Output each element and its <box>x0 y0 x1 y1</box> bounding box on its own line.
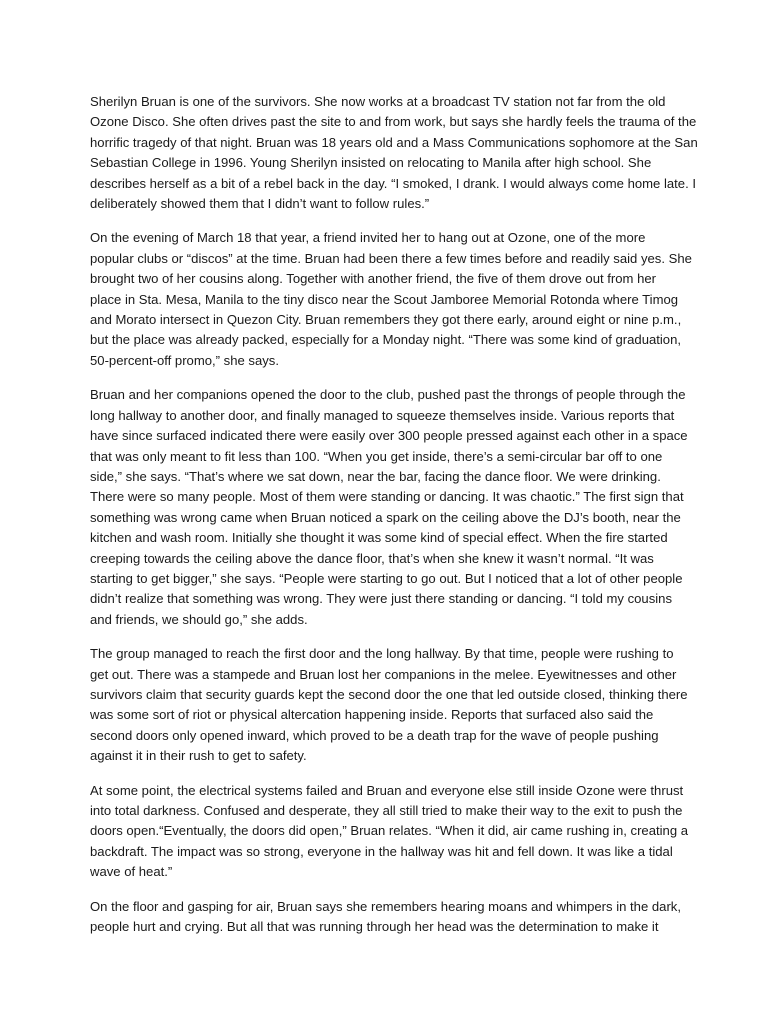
text-line: into total darkness. Confused and desperate, they all still tried to make their way to the exit to push the <box>90 803 683 818</box>
text-line: but the place was already packed, especially for a Monday night. “There was some kind of graduation, <box>90 332 682 348</box>
text-line: wave of heat.” <box>90 864 173 880</box>
text-line: backdraft. The impact was so strong, everyone in the hallway was hit and fell down. It was like a tidal <box>90 843 673 859</box>
text-line: get out. There was a stampede and Bruan lost her companions in the melee. Eyewitnesses and other <box>90 666 677 682</box>
text-line: kitchen and wash room. Initially she thought it was some kind of special effect. When the fire started <box>90 530 668 546</box>
text-line: survivors claim that security guards kept the second door the one that led outside closed, thinking there <box>90 686 688 702</box>
article-paragraph <box>90 897 688 938</box>
text-line: horrific tragedy of that night. Bruan was 18 years old and a Mass Communications sophomore at the San <box>90 134 698 150</box>
article-paragraph <box>90 385 688 630</box>
text-line: describes herself as a bit of a rebel back in the day. “I smoked, I drank. I would always come home late. I <box>90 175 697 191</box>
article-paragraph <box>90 228 692 371</box>
text-line: The group managed to reach the first door and the long hallway. By that time, people were rushing to <box>90 646 674 662</box>
text-line: starting to get bigger,” she says. “People were starting to go out. But I noticed that a lot of other people <box>90 570 683 586</box>
text-line: At some point, the electrical systems failed and Bruan and everyone else still inside Ozone were thrust <box>90 782 684 798</box>
text-line: second doors only opened inward, which proved to be a death trap for the wave of people pushing <box>90 727 659 743</box>
text-line: have since surfaced indicated there were easily over 300 people pressed against each other in a space <box>90 428 688 444</box>
text-line: long hallway to another door, and finally managed to squeeze themselves inside. Various reports that <box>90 407 675 423</box>
text-line: creeping towards the ceiling above the dance floor, that’s when she knew it wasn’t normal. “It was <box>90 550 654 566</box>
text-line: and friends, we should go,” she adds. <box>90 611 308 627</box>
article-paragraph <box>90 92 698 214</box>
text-line: place in Sta. Mesa, Manila to the tiny disco near the Scout Jamboree Memorial Rotonda where Timog <box>90 291 679 307</box>
text-line: 50-percent-off promo,” she says. <box>90 352 279 368</box>
text-line: brought two of her cousins along. Together with another friend, the five of them drove out from her <box>90 271 657 287</box>
text-line: didn’t realize that something was wrong. They were just there standing or dancing. “I told my cousins <box>90 591 673 607</box>
text-line: something was wrong came when Bruan noticed a spark on the ceiling above the DJ’s booth, near the <box>90 509 681 525</box>
text-line: There were so many people. Most of them were standing or dancing. It was chaotic.” The first sign that <box>90 489 684 505</box>
text-line: On the evening of March 18 that year, a friend invited her to hang out at Ozone, one of the more <box>90 230 646 246</box>
article-paragraph <box>90 644 688 766</box>
text-line: side,” she says. “That’s where we sat down, near the bar, facing the dance floor. We were drinking. <box>90 468 661 484</box>
text-line: and Morato intersect in Quezon City. Bruan remembers they got there early, around eight or nine p.m., <box>90 312 682 328</box>
text-line: Sebastian College in 1996. Young Sherilyn insisted on relocating to Manila after high school. She <box>90 155 652 171</box>
text-line: deliberately showed them that I didn’t want to follow rules.” <box>90 196 430 212</box>
text-line: Sherilyn Bruan is one of the survivors. She now works at a broadcast TV station not far from the old <box>90 94 666 109</box>
text-line: Bruan and her companions opened the door to the club, pushed past the throngs of people through the <box>90 387 686 403</box>
text-line: was some sort of riot or physical altercation happening inside. Reports that surfaced also said the <box>90 707 654 723</box>
text-line: against it in their rush to get to safety. <box>90 748 307 764</box>
text-line: people hurt and crying. But all that was running through her head was the determination to make it <box>90 919 659 935</box>
text-line: doors open.“Eventually, the doors did open,” Bruan relates. “When it did, air came rushing in, creating a <box>90 823 689 839</box>
article-paragraph <box>90 781 688 883</box>
text-line: popular clubs or “discos” at the time. Bruan had been there a few times before and readily said yes. She <box>90 250 692 266</box>
text-line: that was only meant to fit less than 100. “When you get inside, there’s a semi-circular bar off to one <box>90 448 663 464</box>
article-body <box>90 92 698 951</box>
text-line: Ozone Disco. She often drives past the site to and from work, but says she hardly feels the trauma of the <box>90 114 697 130</box>
text-line: On the floor and gasping for air, Bruan says she remembers hearing moans and whimpers in the dark, <box>90 898 681 914</box>
